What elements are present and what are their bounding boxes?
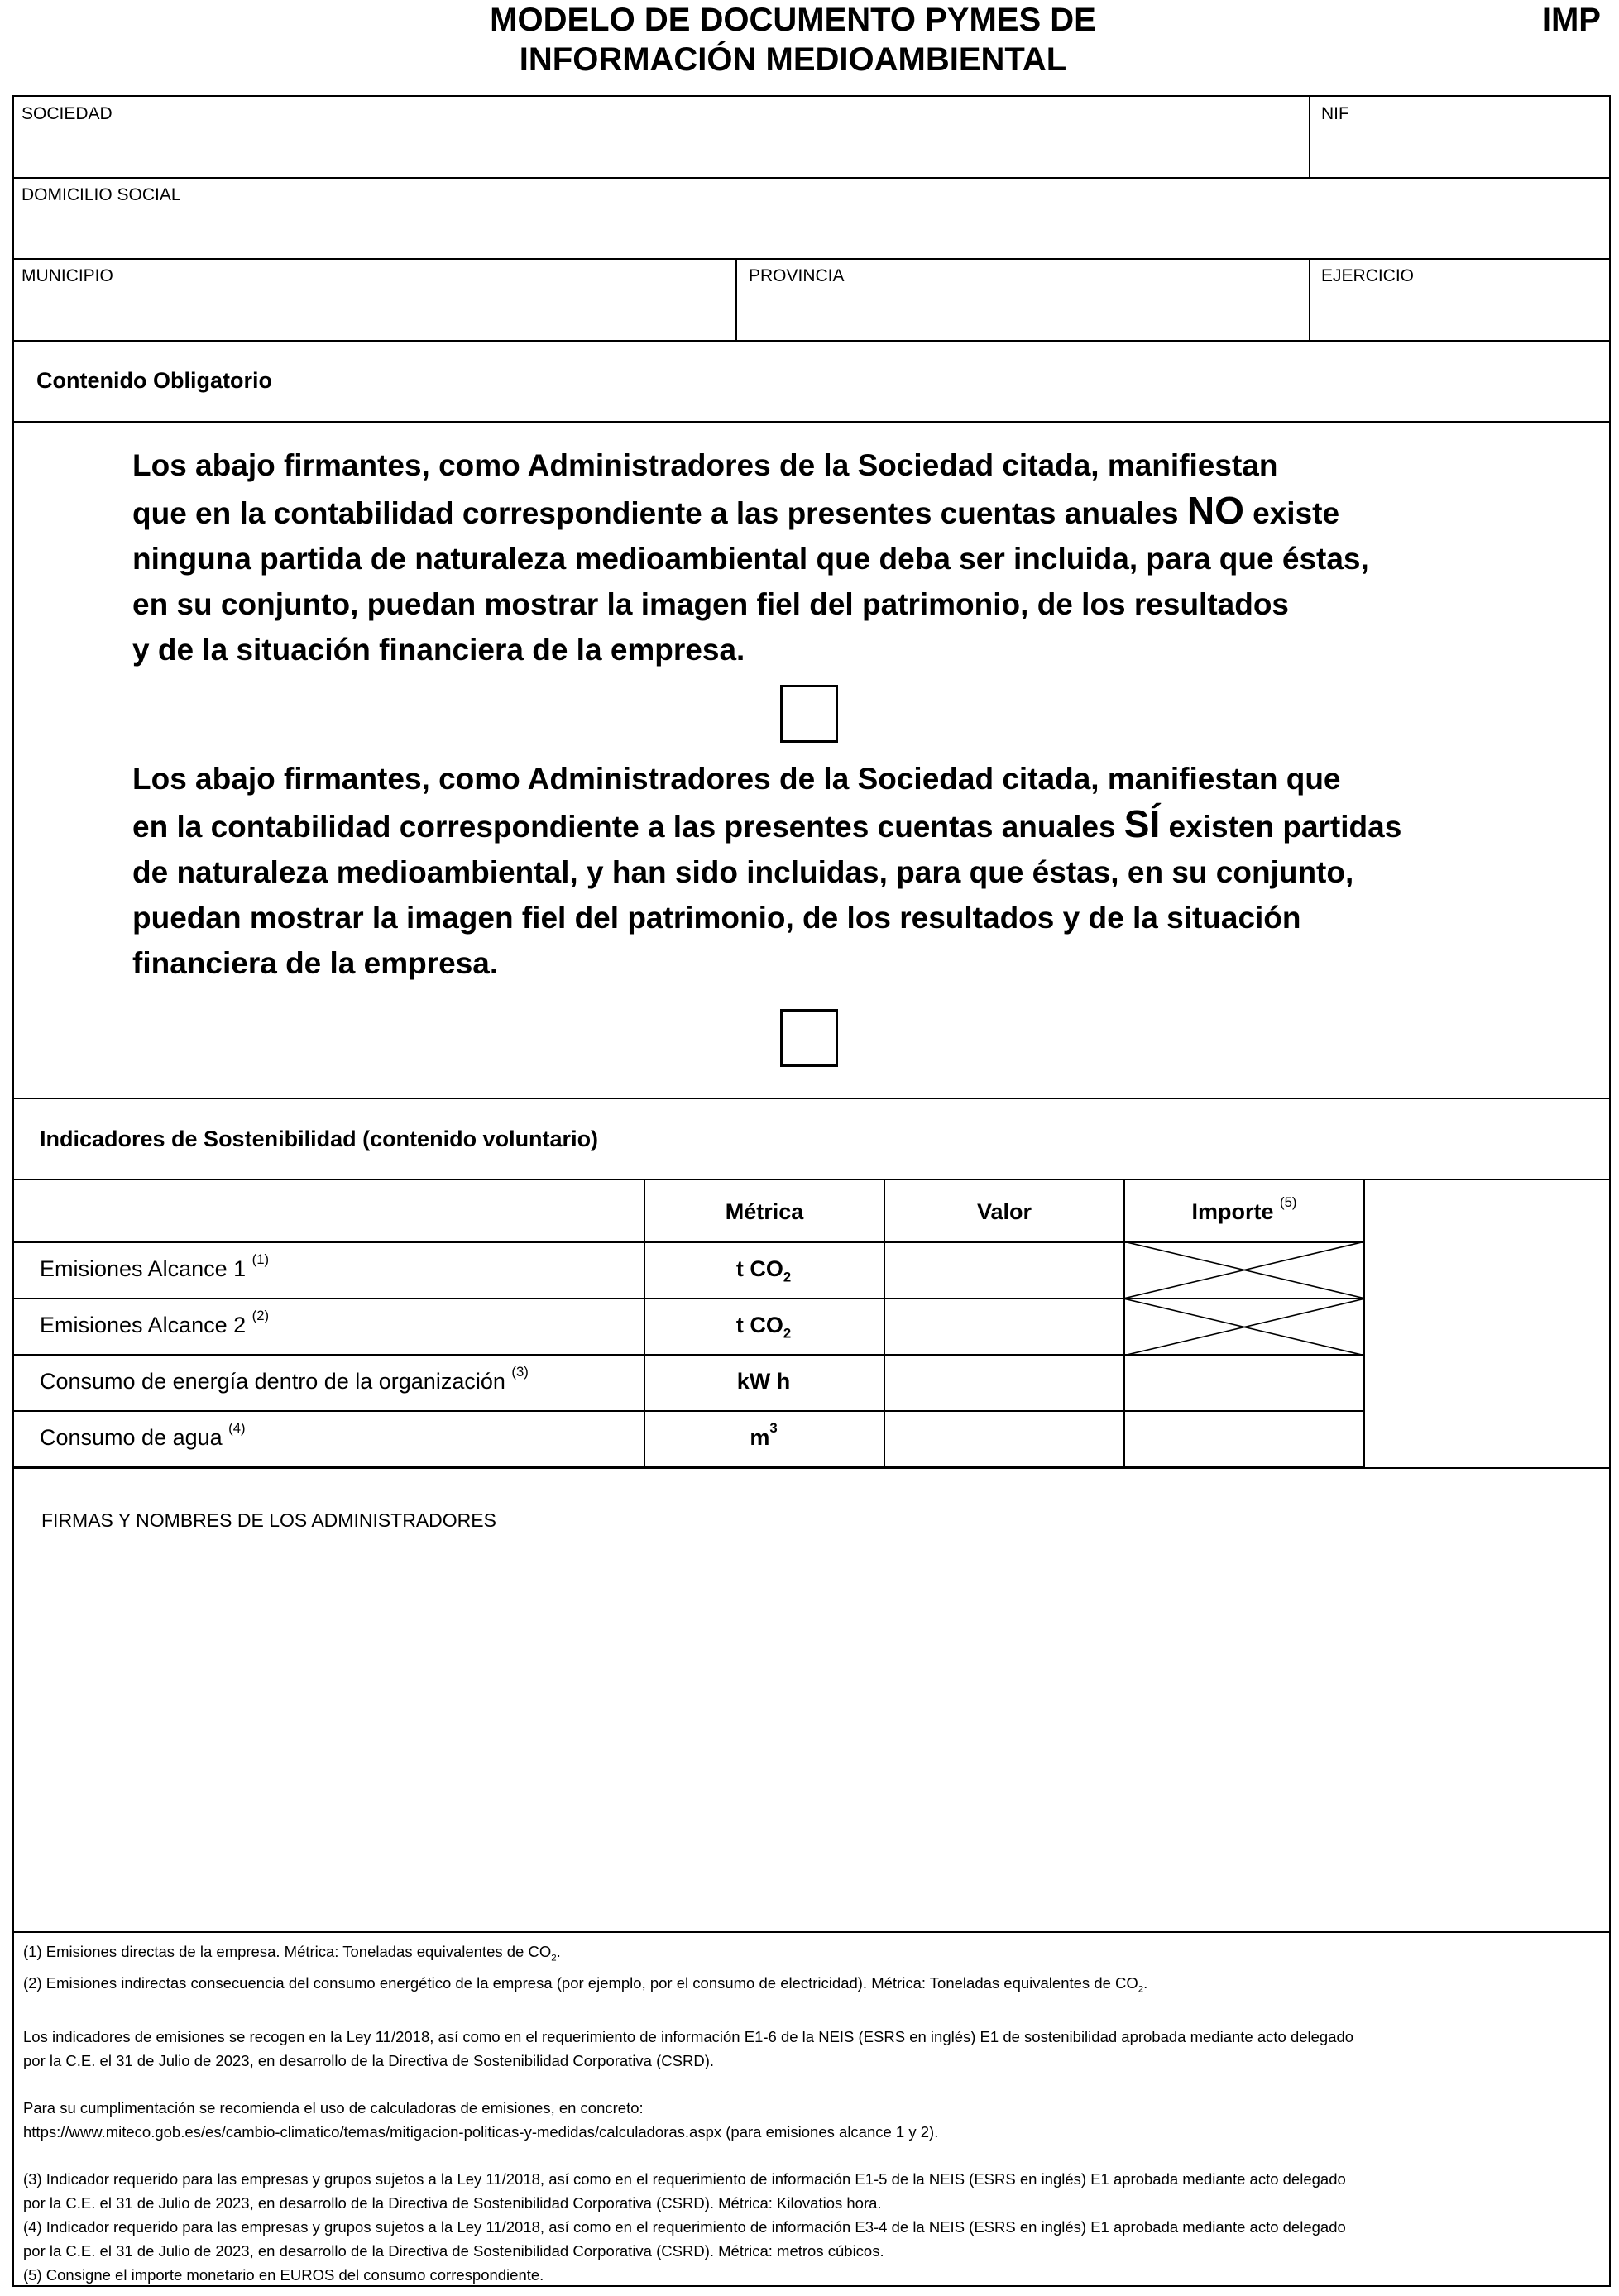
divider [735,258,737,340]
title-line-1: MODELO DE DOCUMENTO PYMES DE [490,2,1096,38]
importe-input-3[interactable] [1123,1354,1365,1412]
sociedad-field[interactable]: SOCIEDAD [22,104,113,123]
footnote-ley: Los indicadores de emisiones se recogen en la Ley 11/2018, así como en el requerimiento de información E1-6 de la NEIS (ESRS en inglés) E1 de sostenibilidad aprobada mediante acto delegado [23,2028,1354,2046]
footnote-ley: por la C.E. el 31 de Julio de 2023, en desarrollo de la Directiva de Sostenibilidad Corporativa (CSRD). [23,2052,714,2070]
si-checkbox[interactable] [780,1009,838,1067]
col-valor: Valor [976,1199,1032,1224]
indicators-heading: Indicadores de Sostenibilidad (contenido voluntario) [40,1126,599,1151]
document-title [0,0,1619,79]
calculator-link[interactable]: https://www.miteco.gob.es/es/cambio-climatico/temas/mitigacion-politicas-y-medidas/calculadoras.aspx (para emisiones alcance 1 y 2). [23,2123,939,2141]
metric-value: t $CO_2$ [735,1313,792,1342]
divider [1309,258,1310,340]
col-importe: Importe $^{(5)}$ [1191,1194,1297,1224]
divider [1309,95,1310,177]
metric-value: kW h [736,1369,791,1394]
signatures-heading: FIRMAS Y NOMBRES DE LOS ADMINISTRADORES [41,1509,496,1531]
no-emphasis: NO [1186,489,1244,532]
divider [12,258,1611,260]
statement-line: ninguna partida de naturaleza medioambiental que deba ser incluida, para que éstas, [132,542,1369,576]
domicilio-field[interactable]: DOMICILIO SOCIAL [22,185,181,204]
statement-line: Los abajo firmantes, como Administradores de la Sociedad citada, manifiestan que [132,762,1341,796]
footnote-2: (2) Emisiones indirectas consecuencia del consumo energético de la empresa (por ejemplo, por el consumo de electricidad). Métrica: Toneladas equivalentes de $CO_2$. [23,1973,1148,1995]
form-code: IMP [1541,2,1601,38]
statement-no [132,442,1572,672]
row-label: Emisiones Alcance 2 $^{(2)}$ [40,1308,270,1337]
statement-line: en su conjunto, puedan mostrar la imagen fiel del patrimonio, de los resultados [132,587,1290,621]
metric-value: $m^3$ [750,1420,778,1450]
row-label: Consumo de energía dentro de la organización $^{(3)}$ [40,1364,529,1394]
importe-input-4[interactable] [1123,1410,1365,1468]
nif-field[interactable]: NIF [1321,104,1349,123]
title-line-2: INFORMACIÓN MEDIOAMBIENTAL [519,41,1067,78]
provincia-field[interactable]: PROVINCIA [749,266,845,285]
footnote-3: (3) Indicador requerido para las empresas y grupos sujetos a la Ley 11/2018, así como en el requerimiento de información E1-5 de la NEIS (ESRS en inglés) E1 aprobada mediante acto delegado [23,2170,1346,2188]
statement-si [132,756,1572,986]
footnote-4: (4) Indicador requerido para las empresas y grupos sujetos a la Ley 11/2018, así como en el requerimiento de información E3-4 de la NEIS (ESRS en inglés) E1 aprobada mediante acto delegado [23,2218,1346,2236]
footnote-4: por la C.E. el 31 de Julio de 2023, en desarrollo de la Directiva de Sostenibilidad Corporativa (CSRD). Métrica: metros cúbicos. [23,2242,884,2260]
col-metrica: Métrica [725,1199,804,1224]
table-header-blank [12,1179,645,1243]
valor-input-4[interactable] [884,1410,1125,1468]
footnote-calc: Para su cumplimentación se recomienda el uso de calculadoras de emisiones, en concreto: [23,2099,644,2117]
no-checkbox[interactable] [780,685,838,743]
divider [12,1931,1611,1933]
footnote-1: (1) Emisiones directas de la empresa. Métrica: Toneladas equivalentes de $CO_2$. [23,1943,561,1964]
row-label: Emisiones Alcance 1 $^{(1)}$ [40,1251,270,1281]
ejercicio-field[interactable]: EJERCICIO [1321,266,1415,285]
statement-line: y de la situación financiera de la empresa. [132,633,745,667]
divider [12,421,1611,423]
divider [12,1098,1611,1099]
metric-value: t $CO_2$ [735,1256,792,1285]
divider [12,340,1611,342]
footnotes [23,1940,1595,2287]
statement-line: que en la contabilidad correspondiente a las presentes cuentas anuales NO existe [132,489,1340,532]
mandatory-heading: Contenido Obligatorio [36,368,272,393]
valor-input-1[interactable] [884,1241,1125,1299]
row-label: Consumo de agua $^{(4)}$ [40,1420,246,1450]
municipio-field[interactable]: MUNICIPIO [22,266,113,285]
signature-area[interactable] [17,1538,1605,1927]
valor-input-3[interactable] [884,1354,1125,1412]
footnote-5: (5) Consigne el importe monetario en EUROS del consumo correspondiente. [23,2266,544,2284]
statement-line: financiera de la empresa. [132,946,499,980]
crossed-out-cells [1123,1241,1365,1356]
statement-line: Los abajo firmantes, como Administradores de la Sociedad citada, manifiestan [132,448,1278,482]
statement-line: de naturaleza medioambiental, y han sido incluidas, para que éstas, en su conjunto, [132,855,1354,889]
statement-line: puedan mostrar la imagen fiel del patrimonio, de los resultados y de la situación [132,901,1301,935]
si-emphasis: SÍ [1123,802,1161,845]
footnote-3: por la C.E. el 31 de Julio de 2023, en desarrollo de la Directiva de Sostenibilidad Corporativa (CSRD). Métrica: Kilovatios hora. [23,2194,882,2212]
divider [12,177,1611,179]
valor-input-2[interactable] [884,1298,1125,1356]
statement-line: en la contabilidad correspondiente a las presentes cuentas anuales SÍ existen partidas [132,802,1402,845]
